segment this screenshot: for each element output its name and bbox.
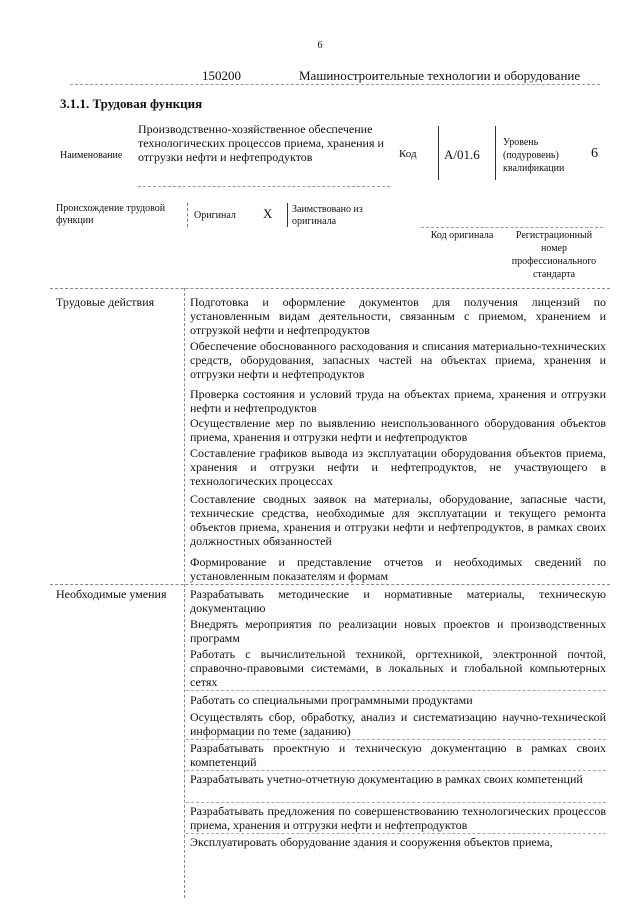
skill-item: Внедрять мероприятия по реализации новых проектов и производственных программ — [190, 617, 606, 645]
item-divider — [186, 802, 606, 803]
skills-label: Необходимые умения — [56, 587, 167, 601]
header-divider — [70, 84, 600, 85]
code-label: Код — [399, 148, 417, 160]
skill-item: Разрабатывать учетно-отчетную документацию в рамках своих компетенций — [190, 772, 583, 786]
table-column-divider — [184, 288, 185, 898]
item-divider — [186, 739, 606, 740]
level-value: 6 — [591, 146, 598, 161]
item-divider — [186, 770, 606, 771]
skill-item: Разрабатывать проектную и техническую документацию в рамках своих компетенций — [190, 741, 606, 769]
labor-action-item: Формирование и представление отчетов и необходимых сведений по установленным показателям и формам — [190, 555, 606, 583]
labor-action-item: Проверка состояния и условий труда на объектах приема, хранения и отгрузки нефти и нефтепродуктов — [190, 387, 606, 415]
reg-number-label: Регистрационный номер профессионального стандарта — [511, 230, 597, 280]
labor-actions-label: Трудовые действия — [56, 295, 155, 309]
borrowed-label: Заимствовано из оригинала — [292, 204, 363, 227]
specialty-code: 150200 — [202, 68, 241, 83]
function-name: Производственно-хозяйственное обеспечение технологических процессов приема, хранения и отгрузки нефти и нефтепродуктов — [138, 122, 384, 164]
row-divider — [50, 584, 610, 585]
skill-item: Эксплуатировать оборудование здания и сооружения объектов приема, — [190, 835, 553, 849]
labor-action-item: Составление графиков вывода из эксплуатации оборудования объектов приема, хранения и отгрузки нефти и нефтепродуктов, не участвующего в технологических процессах — [190, 446, 606, 488]
table-top-border — [50, 288, 610, 289]
page-number: 6 — [317, 40, 323, 51]
labor-action-item: Осуществление мер по выявлению неиспользованного оборудования объектов приема, хранения и отгрузки нефти и нефтепродуктов — [190, 416, 606, 444]
original-label: Оригинал — [194, 210, 236, 221]
code-value: А/01.6 — [444, 147, 480, 162]
item-divider — [186, 690, 606, 691]
labor-action-item: Составление сводных заявок на материалы, оборудование, запасные части, технические средства, необходимые для эксплуатации и текущего ремонта объектов приема, хранения и отгрузки нефти и нефтепродуктов, в рамках своих должностных обязанностей — [190, 492, 606, 548]
labor-action-item: Подготовка и оформление документов для получения лицензий по установленным видам деятельности, связанным с приемом, хранением и отгрузкой нефти и нефтепродуктов — [190, 295, 606, 337]
name-underline — [138, 186, 390, 187]
original-mark: Х — [263, 206, 273, 221]
section-title: 3.1.1. Трудовая функция — [60, 96, 203, 111]
skill-item: Работать со специальными программными продуктами — [190, 693, 473, 707]
specialty-name: Машиностроительные технологии и оборудование — [299, 68, 581, 83]
skill-item: Разрабатывать предложения по совершенствованию технологических процессов приема, хранения и отгрузки нефти и нефтепродуктов — [190, 804, 606, 832]
origin-underline — [421, 227, 603, 228]
labor-action-item: Обеспечение обоснованного расходования и списания материально-технических средств, оборудования, запасных частей на объектах приема, хранения и отгрузки нефти и нефтепродуктов — [190, 339, 606, 381]
skill-item: Осуществлять сбор, обработку, анализ и систематизацию научно-технической информации по теме (заданию) — [190, 710, 606, 738]
skill-item: Разрабатывать методические и нормативные материалы, техническую документацию — [190, 587, 606, 615]
name-label: Наименование — [60, 150, 123, 161]
level-label: Уровень (подуровень) квалификации — [503, 137, 565, 174]
code-original-label: Код оригинала — [430, 230, 494, 241]
origin-label: Происхождение трудовой функции — [56, 203, 166, 226]
skill-item: Работать с вычислительной техникой, оргтехникой, электронной почтой, справочно-правовыми системами, в локальных и глобальной компьютерных сетях — [190, 647, 606, 689]
item-divider — [186, 833, 606, 834]
